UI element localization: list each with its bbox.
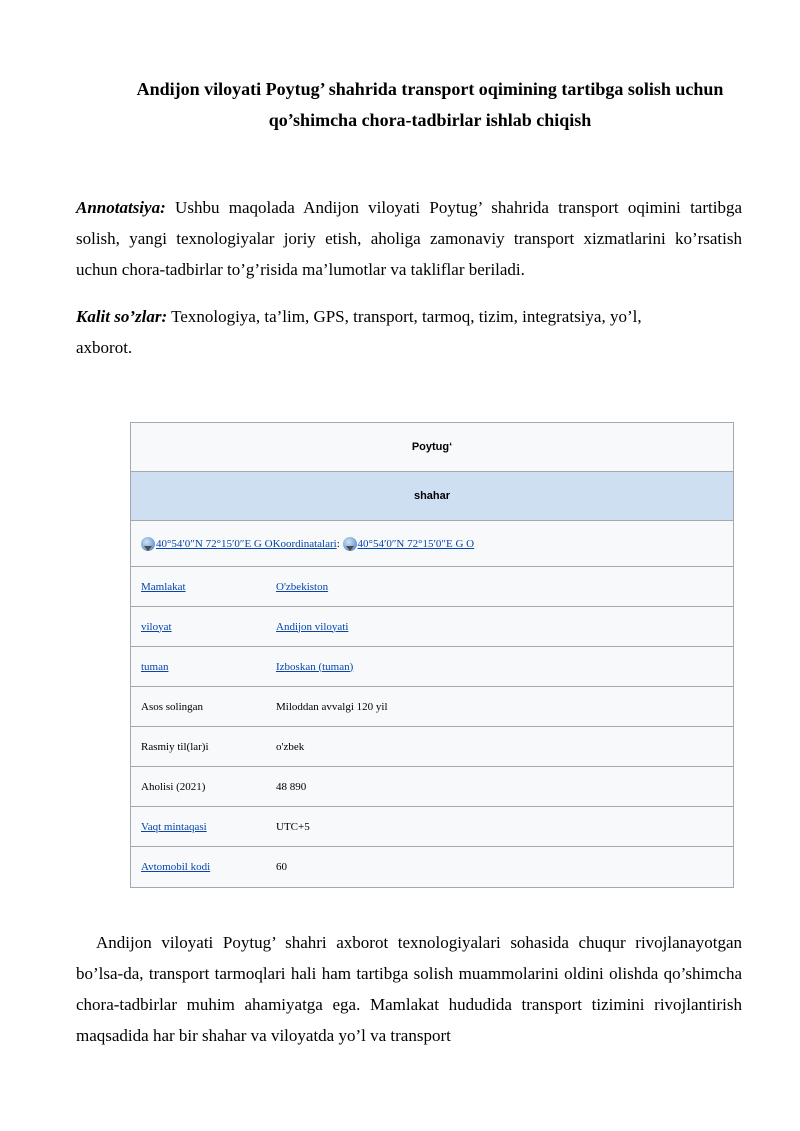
- title-line-1: Andijon viloyati Poytug’ shahrida transport oqimining tartibga solish uchun: [136, 79, 724, 99]
- infobox-row-value: 60: [276, 861, 287, 873]
- infobox-row: [131, 567, 733, 607]
- infobox-type-row: [131, 472, 733, 521]
- infobox-row: [131, 847, 733, 887]
- globe-icon[interactable]: [141, 537, 155, 551]
- infobox-row: [131, 647, 733, 687]
- annotation-label: Annotatsiya:: [76, 198, 166, 217]
- infobox-row: [131, 807, 733, 847]
- infobox-key-cell: [131, 621, 276, 633]
- infobox-coordinates-row: [131, 521, 733, 567]
- infobox-row-key[interactable]: Vaqt mintaqasi: [141, 820, 207, 833]
- infobox-key-cell: [131, 861, 276, 873]
- infobox-row-key[interactable]: viloyat: [141, 620, 172, 633]
- infobox-row-value: o'zbek: [276, 740, 305, 753]
- infobox-row-key[interactable]: tuman: [141, 660, 169, 673]
- infobox-row-value[interactable]: Andijon viloyati: [276, 620, 349, 633]
- infobox-row-value: 48 890: [276, 780, 307, 793]
- infobox-city-type: shahar: [413, 490, 451, 502]
- infobox-row-key[interactable]: Mamlakat: [141, 580, 186, 593]
- infobox-row-key: Asos solingan: [141, 700, 204, 713]
- title-line-2: qo’shimcha chora-tadbirlar ishlab chiqish: [268, 110, 592, 130]
- infobox-key-cell: [131, 701, 276, 713]
- infobox-row-value: Miloddan avvalgi 120 yil: [276, 700, 388, 713]
- keywords-label: Kalit so’zlar:: [76, 307, 168, 326]
- infobox-row-value[interactable]: O'zbekiston: [276, 580, 329, 593]
- infobox-key-cell: [131, 781, 276, 793]
- infobox-key-cell: [131, 741, 276, 753]
- infobox-row-value: UTC+5: [276, 820, 310, 833]
- city-infobox: [130, 422, 734, 888]
- coordinates-link-2[interactable]: 40°54′0″N 72°15′0″E G O: [357, 537, 475, 550]
- infobox-key-cell: [131, 661, 276, 673]
- keywords-paragraph: [76, 301, 742, 363]
- infobox-row-key: Rasmiy til(lar)i: [141, 740, 209, 753]
- keywords-line-2: axborot.: [76, 338, 133, 357]
- globe-icon[interactable]: [343, 537, 357, 551]
- coordinates-separator: :: [336, 537, 340, 550]
- body-paragraph: Andijon viloyati Poytug’ shahri axborot texnologiyalari sohasida chuqur rivojlanayotgan bo’lsa-da, transport tarmoqlari hali ham tartibga solish muammolarini oldini olishda qo’shimcha chora-tadbirlar muhim ahamiyatga ega. Mamlakat hududida transport tizimini rivojlantirish maqsadida har bir shahar va viloyatda yo’l va transport: [76, 933, 742, 1045]
- infobox-city-name: Poytug‘: [411, 441, 453, 453]
- infobox-row: [131, 767, 733, 807]
- infobox-row: [131, 687, 733, 727]
- infobox-key-cell: [131, 581, 276, 593]
- infobox-row-value[interactable]: Izboskan (tuman): [276, 660, 354, 673]
- coordinates-link-1[interactable]: 40°54′0″N 72°15′0″E G O: [156, 537, 273, 550]
- annotation-text: Ushbu maqolada Andijon viloyati Poytug’ shahrida transport oqimini tartibga solish, yangi texnologiyalar joriy etish, aholiga zamonaviy transport xizmatlarini ko’rsatish uchun chora-tadbirlar to’g’risida ma’lumotlar va takliflar beriladi.: [76, 198, 742, 279]
- infobox-row-key[interactable]: Avtomobil kodi: [141, 861, 211, 873]
- infobox-rows: [131, 567, 733, 887]
- infobox-key-cell: [131, 821, 276, 833]
- infobox-row: [131, 607, 733, 647]
- keywords-line-1: Texnologiya, ta’lim, GPS, transport, tarmoq, tizim, integratsiya, yo’l,: [171, 307, 642, 326]
- infobox-name-row: [131, 423, 733, 472]
- infobox-row: [131, 727, 733, 767]
- document-title: [100, 74, 760, 136]
- coordinates-label-link[interactable]: Koordinatalari: [272, 537, 337, 550]
- infobox-row-key: Aholisi (2021): [141, 780, 206, 793]
- annotation-paragraph: [76, 192, 742, 285]
